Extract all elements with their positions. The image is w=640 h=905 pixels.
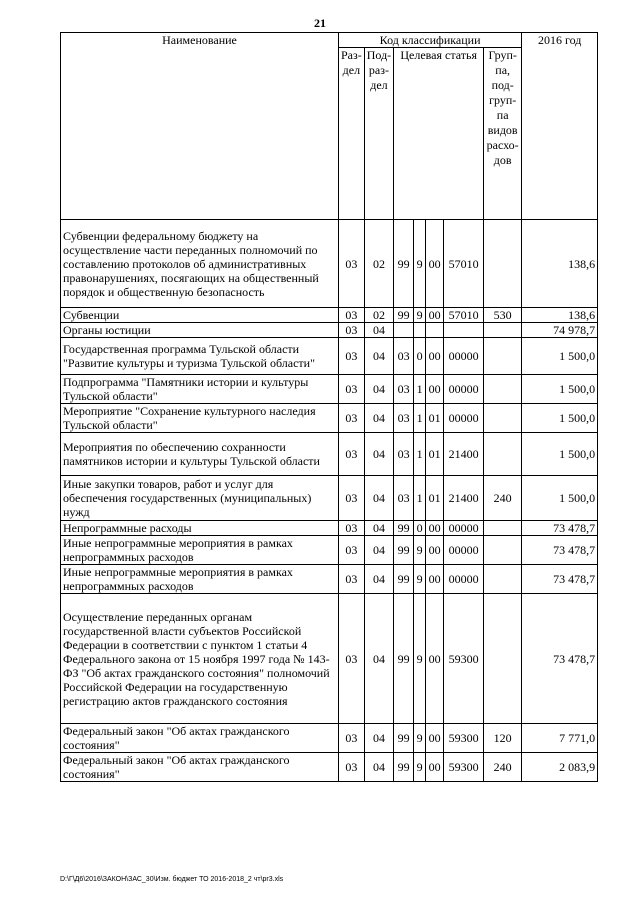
row-target-activity: 01 <box>426 404 444 433</box>
row-name: Осуществление переданных органам государственной власти субъектов Российской Федерации в соответствии с пунктом 1 статьи 4 Федерального закона от 15 ноября 1997 года № 143-ФЗ "Об актах гражданского состояния" полномочий Российской Федерации на государственную регистрацию актов гражданского состояния <box>61 594 339 724</box>
row-target-direction: 00000 <box>444 375 484 404</box>
row-name: Непрограммные расходы <box>61 521 339 536</box>
row-target-direction: 57010 <box>444 220 484 308</box>
header-section: Раз- дел <box>339 48 365 220</box>
table-row <box>61 308 598 323</box>
row-expense-group: 530 <box>484 308 522 323</box>
row-expense-group <box>484 323 522 338</box>
row-target-program: 99 <box>394 220 414 308</box>
row-amount: 73 478,7 <box>522 565 598 594</box>
row-section: 03 <box>339 594 365 724</box>
row-expense-group <box>484 404 522 433</box>
row-amount: 1 500,0 <box>522 338 598 375</box>
row-target-direction: 59300 <box>444 753 484 782</box>
header-expense-group: Груп- па, под- груп- па видов расхо- дов <box>484 48 522 220</box>
table-row <box>61 594 598 724</box>
row-expense-group <box>484 220 522 308</box>
row-section: 03 <box>339 753 365 782</box>
row-amount: 1 500,0 <box>522 433 598 476</box>
row-amount: 73 478,7 <box>522 536 598 565</box>
row-expense-group: 120 <box>484 724 522 753</box>
row-amount: 73 478,7 <box>522 521 598 536</box>
row-expense-group <box>484 536 522 565</box>
row-amount: 1 500,0 <box>522 476 598 521</box>
header-year: 2016 год <box>522 33 598 220</box>
row-expense-group: 240 <box>484 753 522 782</box>
row-target-activity: 01 <box>426 476 444 521</box>
row-name: Подпрограмма "Памятники истории и культуры Тульской области" <box>61 375 339 404</box>
row-subsection: 04 <box>364 536 393 565</box>
row-target-subprogram: 9 <box>414 594 426 724</box>
row-target-activity: 00 <box>426 753 444 782</box>
row-expense-group <box>484 565 522 594</box>
row-subsection: 04 <box>364 476 393 521</box>
row-target-program: 99 <box>394 594 414 724</box>
row-target-subprogram: 0 <box>414 521 426 536</box>
row-target-subprogram: 9 <box>414 220 426 308</box>
row-name: Иные закупки товаров, работ и услуг для обеспечения государственных (муниципальных) нужд <box>61 476 339 521</box>
row-name: Мероприятие "Сохранение культурного наследия Тульской области" <box>61 404 339 433</box>
row-name: Федеральный закон "Об актах гражданского состояния" <box>61 753 339 782</box>
row-subsection: 04 <box>364 724 393 753</box>
row-target-activity: 01 <box>426 433 444 476</box>
row-target-activity: 00 <box>426 375 444 404</box>
header-name: Наименование <box>61 33 339 220</box>
row-target-direction: 00000 <box>444 404 484 433</box>
row-subsection: 04 <box>364 565 393 594</box>
row-subsection: 02 <box>364 308 393 323</box>
table-row <box>61 753 598 782</box>
row-section: 03 <box>339 433 365 476</box>
row-name: Субвенции <box>61 308 339 323</box>
row-amount: 138,6 <box>522 308 598 323</box>
table-row <box>61 521 598 536</box>
header-classification-code: Код классификации <box>339 33 522 48</box>
row-target-subprogram: 9 <box>414 536 426 565</box>
row-subsection: 04 <box>364 753 393 782</box>
row-target-program: 03 <box>394 476 414 521</box>
row-section: 03 <box>339 375 365 404</box>
row-subsection: 02 <box>364 220 393 308</box>
row-target-subprogram <box>414 323 426 338</box>
row-subsection: 04 <box>364 323 393 338</box>
table-row <box>61 476 598 521</box>
row-amount: 73 478,7 <box>522 594 598 724</box>
row-target-subprogram: 1 <box>414 433 426 476</box>
row-expense-group <box>484 594 522 724</box>
table-row <box>61 536 598 565</box>
row-name: Иные непрограммные мероприятия в рамках непрограммных расходов <box>61 565 339 594</box>
row-target-subprogram: 1 <box>414 476 426 521</box>
row-target-program: 03 <box>394 375 414 404</box>
table-row <box>61 338 598 375</box>
row-target-activity: 00 <box>426 536 444 565</box>
row-amount: 74 978,7 <box>522 323 598 338</box>
row-target-subprogram: 9 <box>414 565 426 594</box>
row-target-program: 03 <box>394 338 414 375</box>
row-amount: 2 083,9 <box>522 753 598 782</box>
row-target-subprogram: 9 <box>414 724 426 753</box>
table-body <box>61 220 598 782</box>
row-name: Мероприятия по обеспечению сохранности памятников истории и культуры Тульской области <box>61 433 339 476</box>
row-target-subprogram: 0 <box>414 338 426 375</box>
table-row <box>61 724 598 753</box>
row-target-activity: 00 <box>426 594 444 724</box>
row-amount: 138,6 <box>522 220 598 308</box>
row-target-direction <box>444 323 484 338</box>
table-row <box>61 375 598 404</box>
row-target-direction: 59300 <box>444 724 484 753</box>
row-target-program: 03 <box>394 404 414 433</box>
table-row <box>61 220 598 308</box>
row-target-direction: 00000 <box>444 521 484 536</box>
row-subsection: 04 <box>364 404 393 433</box>
row-section: 03 <box>339 565 365 594</box>
table-row <box>61 433 598 476</box>
row-subsection: 04 <box>364 594 393 724</box>
row-amount: 1 500,0 <box>522 375 598 404</box>
row-target-direction: 21400 <box>444 476 484 521</box>
row-expense-group <box>484 338 522 375</box>
row-target-direction: 00000 <box>444 565 484 594</box>
row-expense-group <box>484 375 522 404</box>
row-subsection: 04 <box>364 375 393 404</box>
table-row <box>61 565 598 594</box>
row-name: Иные непрограммные мероприятия в рамках непрограммных расходов <box>61 536 339 565</box>
row-subsection: 04 <box>364 433 393 476</box>
row-target-subprogram: 1 <box>414 404 426 433</box>
row-section: 03 <box>339 323 365 338</box>
row-section: 03 <box>339 724 365 753</box>
row-target-direction: 00000 <box>444 338 484 375</box>
row-target-program: 99 <box>394 724 414 753</box>
row-section: 03 <box>339 338 365 375</box>
row-subsection: 04 <box>364 521 393 536</box>
row-target-direction: 21400 <box>444 433 484 476</box>
table-row <box>61 323 598 338</box>
row-target-activity <box>426 323 444 338</box>
row-target-direction: 00000 <box>444 536 484 565</box>
row-target-activity: 00 <box>426 308 444 323</box>
row-expense-group: 240 <box>484 476 522 521</box>
row-target-program <box>394 323 414 338</box>
row-section: 03 <box>339 521 365 536</box>
row-target-activity: 00 <box>426 565 444 594</box>
row-section: 03 <box>339 536 365 565</box>
row-name: Субвенции федеральному бюджету на осуществление части переданных полномочий по составлению протоколов об административных правонарушениях, посягающих на общественный порядок и общественную безопасность <box>61 220 339 308</box>
row-target-subprogram: 9 <box>414 308 426 323</box>
row-expense-group <box>484 521 522 536</box>
row-target-activity: 00 <box>426 724 444 753</box>
table-header <box>61 33 598 220</box>
row-name: Государственная программа Тульской области "Развитие культуры и туризма Тульской области" <box>61 338 339 375</box>
row-target-program: 99 <box>394 308 414 323</box>
row-target-direction: 59300 <box>444 594 484 724</box>
page-number: 21 <box>314 16 326 30</box>
row-target-program: 99 <box>394 521 414 536</box>
row-section: 03 <box>339 220 365 308</box>
row-target-subprogram: 9 <box>414 753 426 782</box>
row-section: 03 <box>339 308 365 323</box>
row-target-activity: 00 <box>426 338 444 375</box>
row-section: 03 <box>339 476 365 521</box>
header-subsection: Под- раз- дел <box>364 48 393 220</box>
row-subsection: 04 <box>364 338 393 375</box>
row-section: 03 <box>339 404 365 433</box>
row-target-program: 99 <box>394 536 414 565</box>
row-target-direction: 57010 <box>444 308 484 323</box>
row-target-activity: 00 <box>426 220 444 308</box>
table-row <box>61 404 598 433</box>
row-amount: 1 500,0 <box>522 404 598 433</box>
row-amount: 7 771,0 <box>522 724 598 753</box>
row-target-activity: 00 <box>426 521 444 536</box>
file-path-footer: D:\Г\Д6\2016\ЗАКОН\ЗАС_30\Изм. бюджет ТО 2016-2018_2 чт\pr3.xls <box>60 876 284 883</box>
row-name: Федеральный закон "Об актах гражданского состояния" <box>61 724 339 753</box>
header-target-article: Целевая статья <box>394 48 484 220</box>
row-target-program: 99 <box>394 565 414 594</box>
budget-table <box>60 32 598 782</box>
row-name: Органы юстиции <box>61 323 339 338</box>
row-expense-group <box>484 433 522 476</box>
row-target-program: 99 <box>394 753 414 782</box>
row-target-subprogram: 1 <box>414 375 426 404</box>
row-target-program: 03 <box>394 433 414 476</box>
